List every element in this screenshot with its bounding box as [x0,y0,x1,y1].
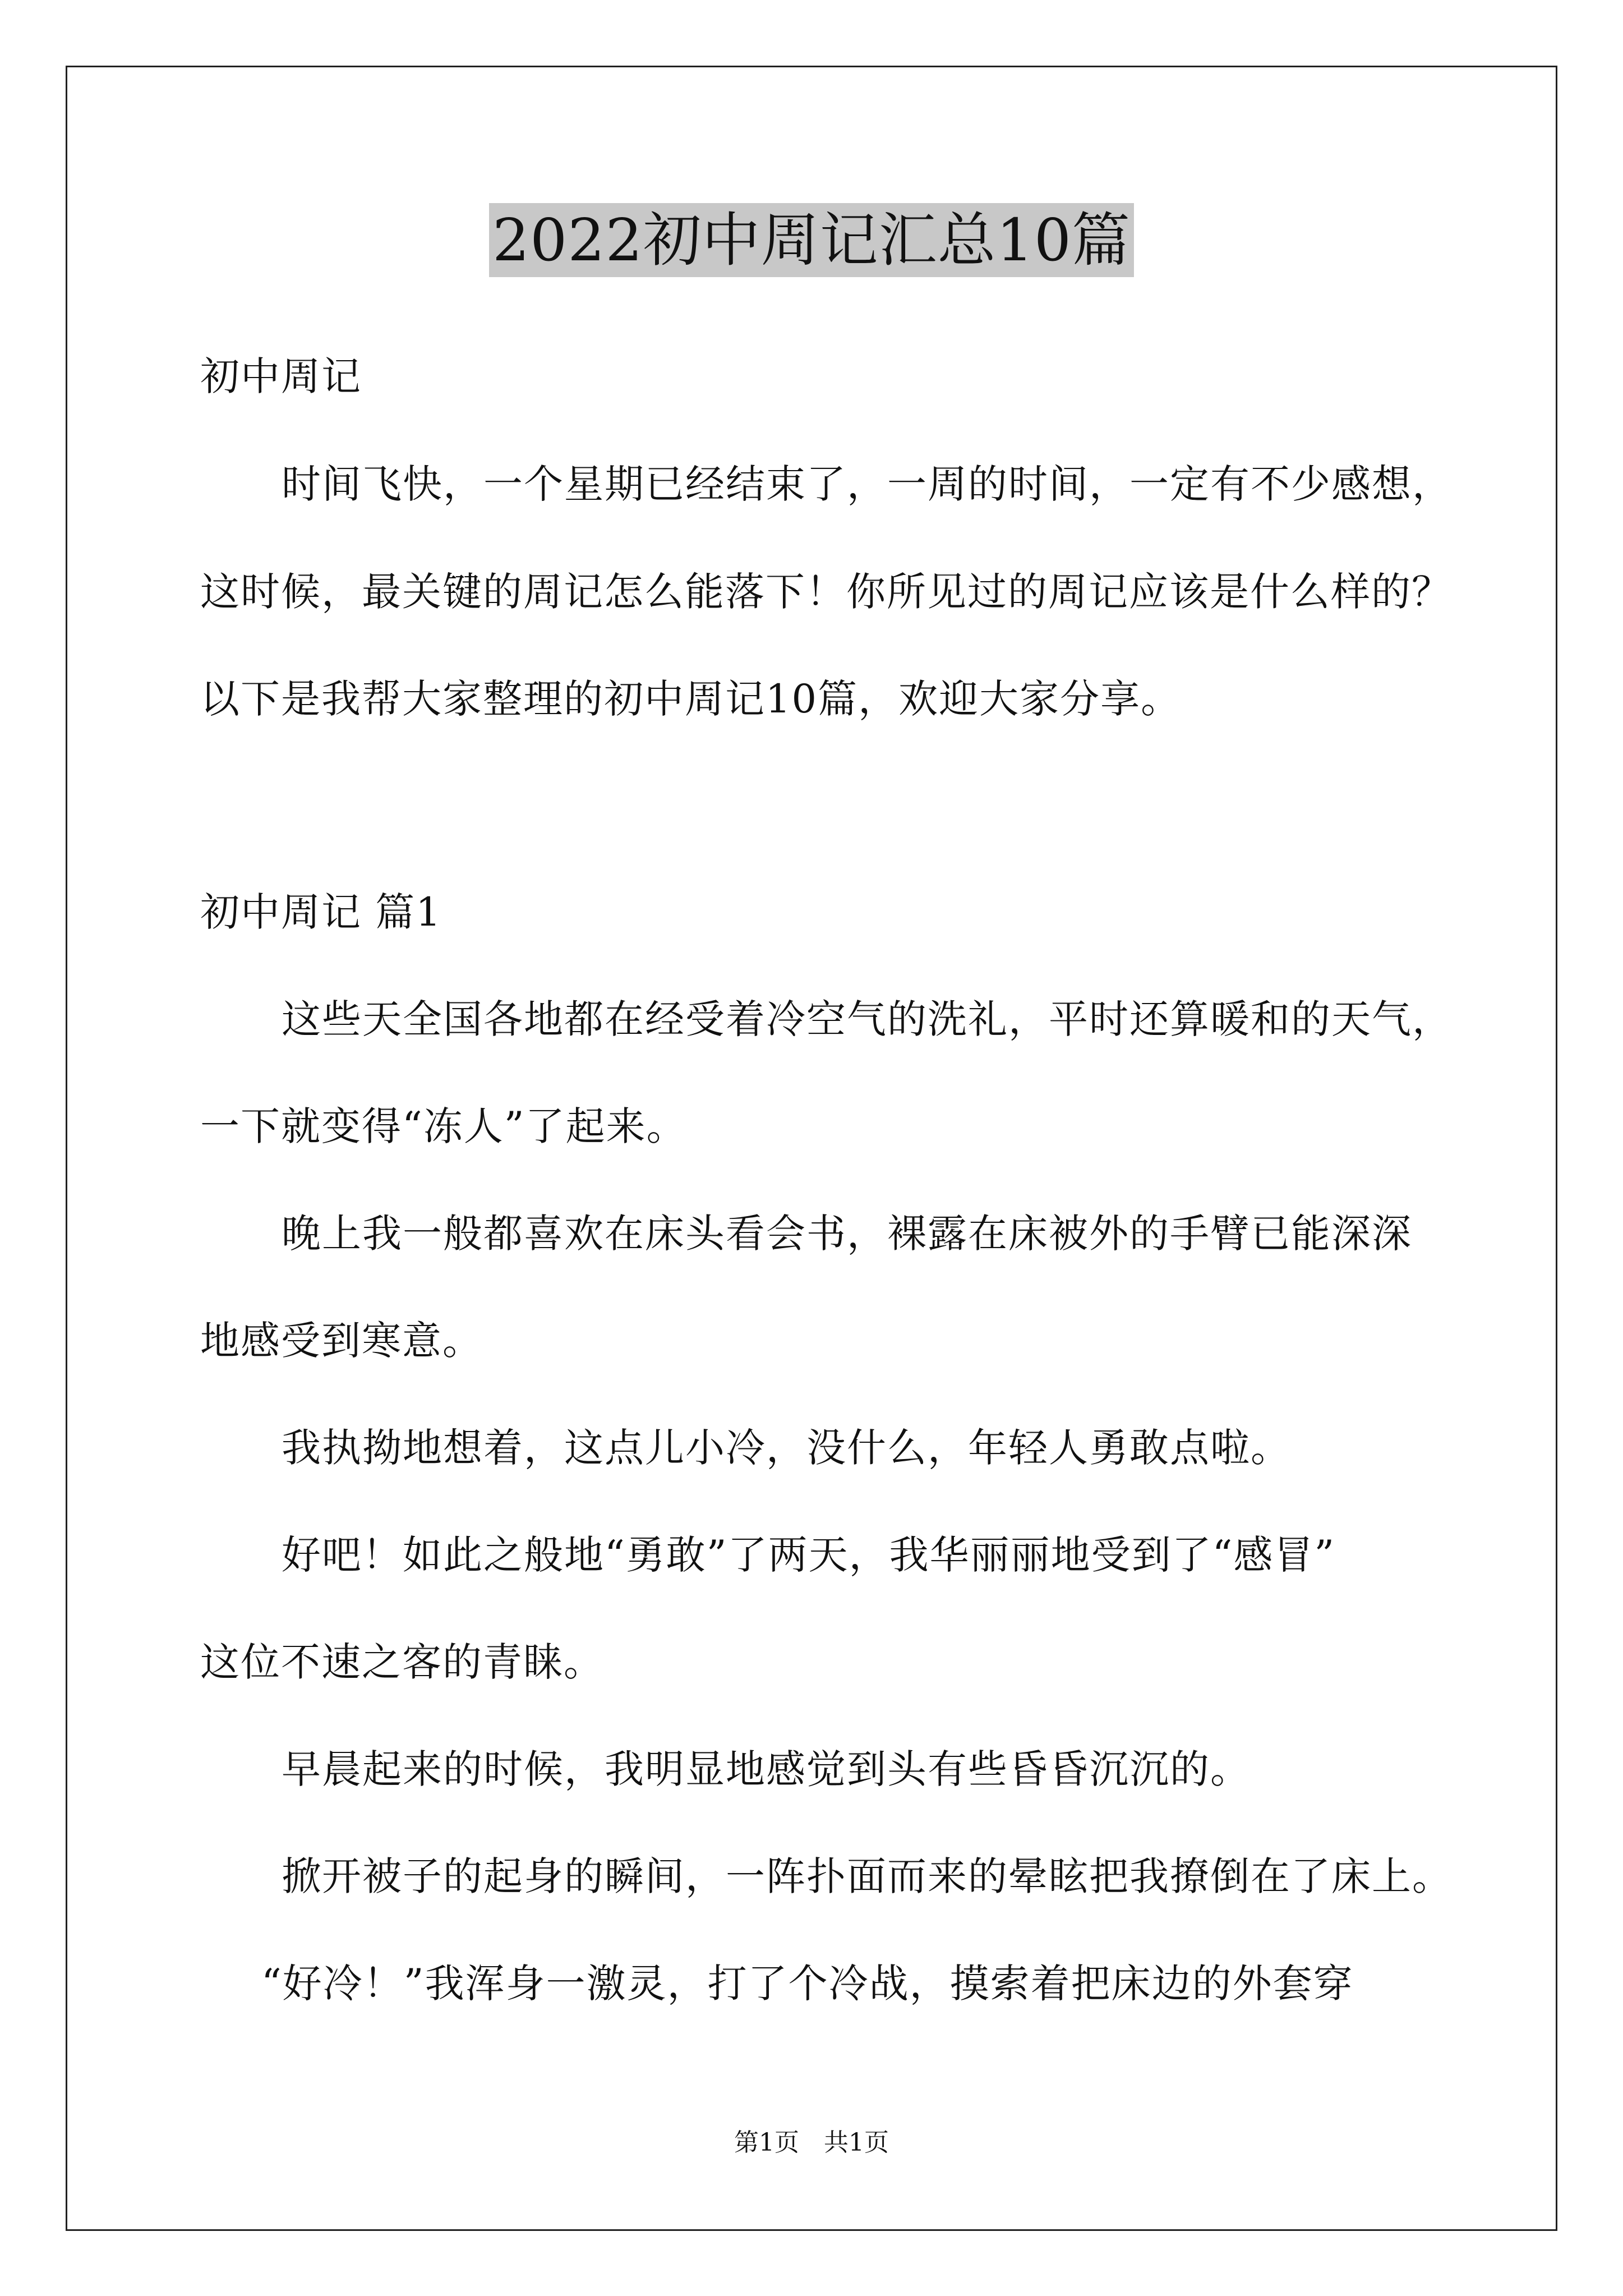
page-footer: 第1页 共1页 [734,2128,889,2157]
paragraph-line: 掀开被子的起身的瞬间，一阵扑面而来的晕眩把我撩倒在了床上。 [282,1853,1453,1899]
paragraph-line: 这时候，最关键的周记怎么能落下！你所见过的周记应该是什么样的？ [200,569,1452,615]
document-title: 2022初中周记汇总10篇 [489,203,1134,277]
intro-heading: 初中周记 [200,353,362,399]
paragraph-line: 早晨起来的时候，我明显地感觉到头有些昏昏沉沉的。 [282,1746,1251,1792]
paragraph-line: 以下是我帮大家整理的初中周记10篇，欢迎大家分享。 [200,676,1182,722]
paragraph-line: 这位不速之客的青睐。 [200,1639,604,1685]
paragraph-line: 晚上我一般都喜欢在床头看会书，裸露在床被外的手臂已能深深 [282,1211,1412,1257]
paragraph-line: 这些天全国各地都在经受着冷空气的洗礼，平时还算暖和的天气， [282,996,1453,1042]
paragraph-line: 时间飞快，一个星期已经结束了，一周的时间，一定有不少感想， [282,461,1453,507]
section-heading: 初中周记 篇1 [200,889,442,935]
paragraph-line: 好吧！如此之般地“勇敢”了两天，我华丽丽地受到了“感冒” [282,1532,1336,1578]
paragraph-line: 我执拗地想着，这点儿小冷，没什么，年轻人勇敢点啦。 [282,1425,1291,1471]
paragraph-line: 一下就变得“冻人”了起来。 [200,1103,687,1149]
title-container [0,203,1623,277]
paragraph-line: “好冷！”我浑身一激灵，打了个冷战，摸索着把床边的外套穿 [261,1961,1354,2007]
paragraph-line: 地感受到寒意。 [200,1318,483,1364]
